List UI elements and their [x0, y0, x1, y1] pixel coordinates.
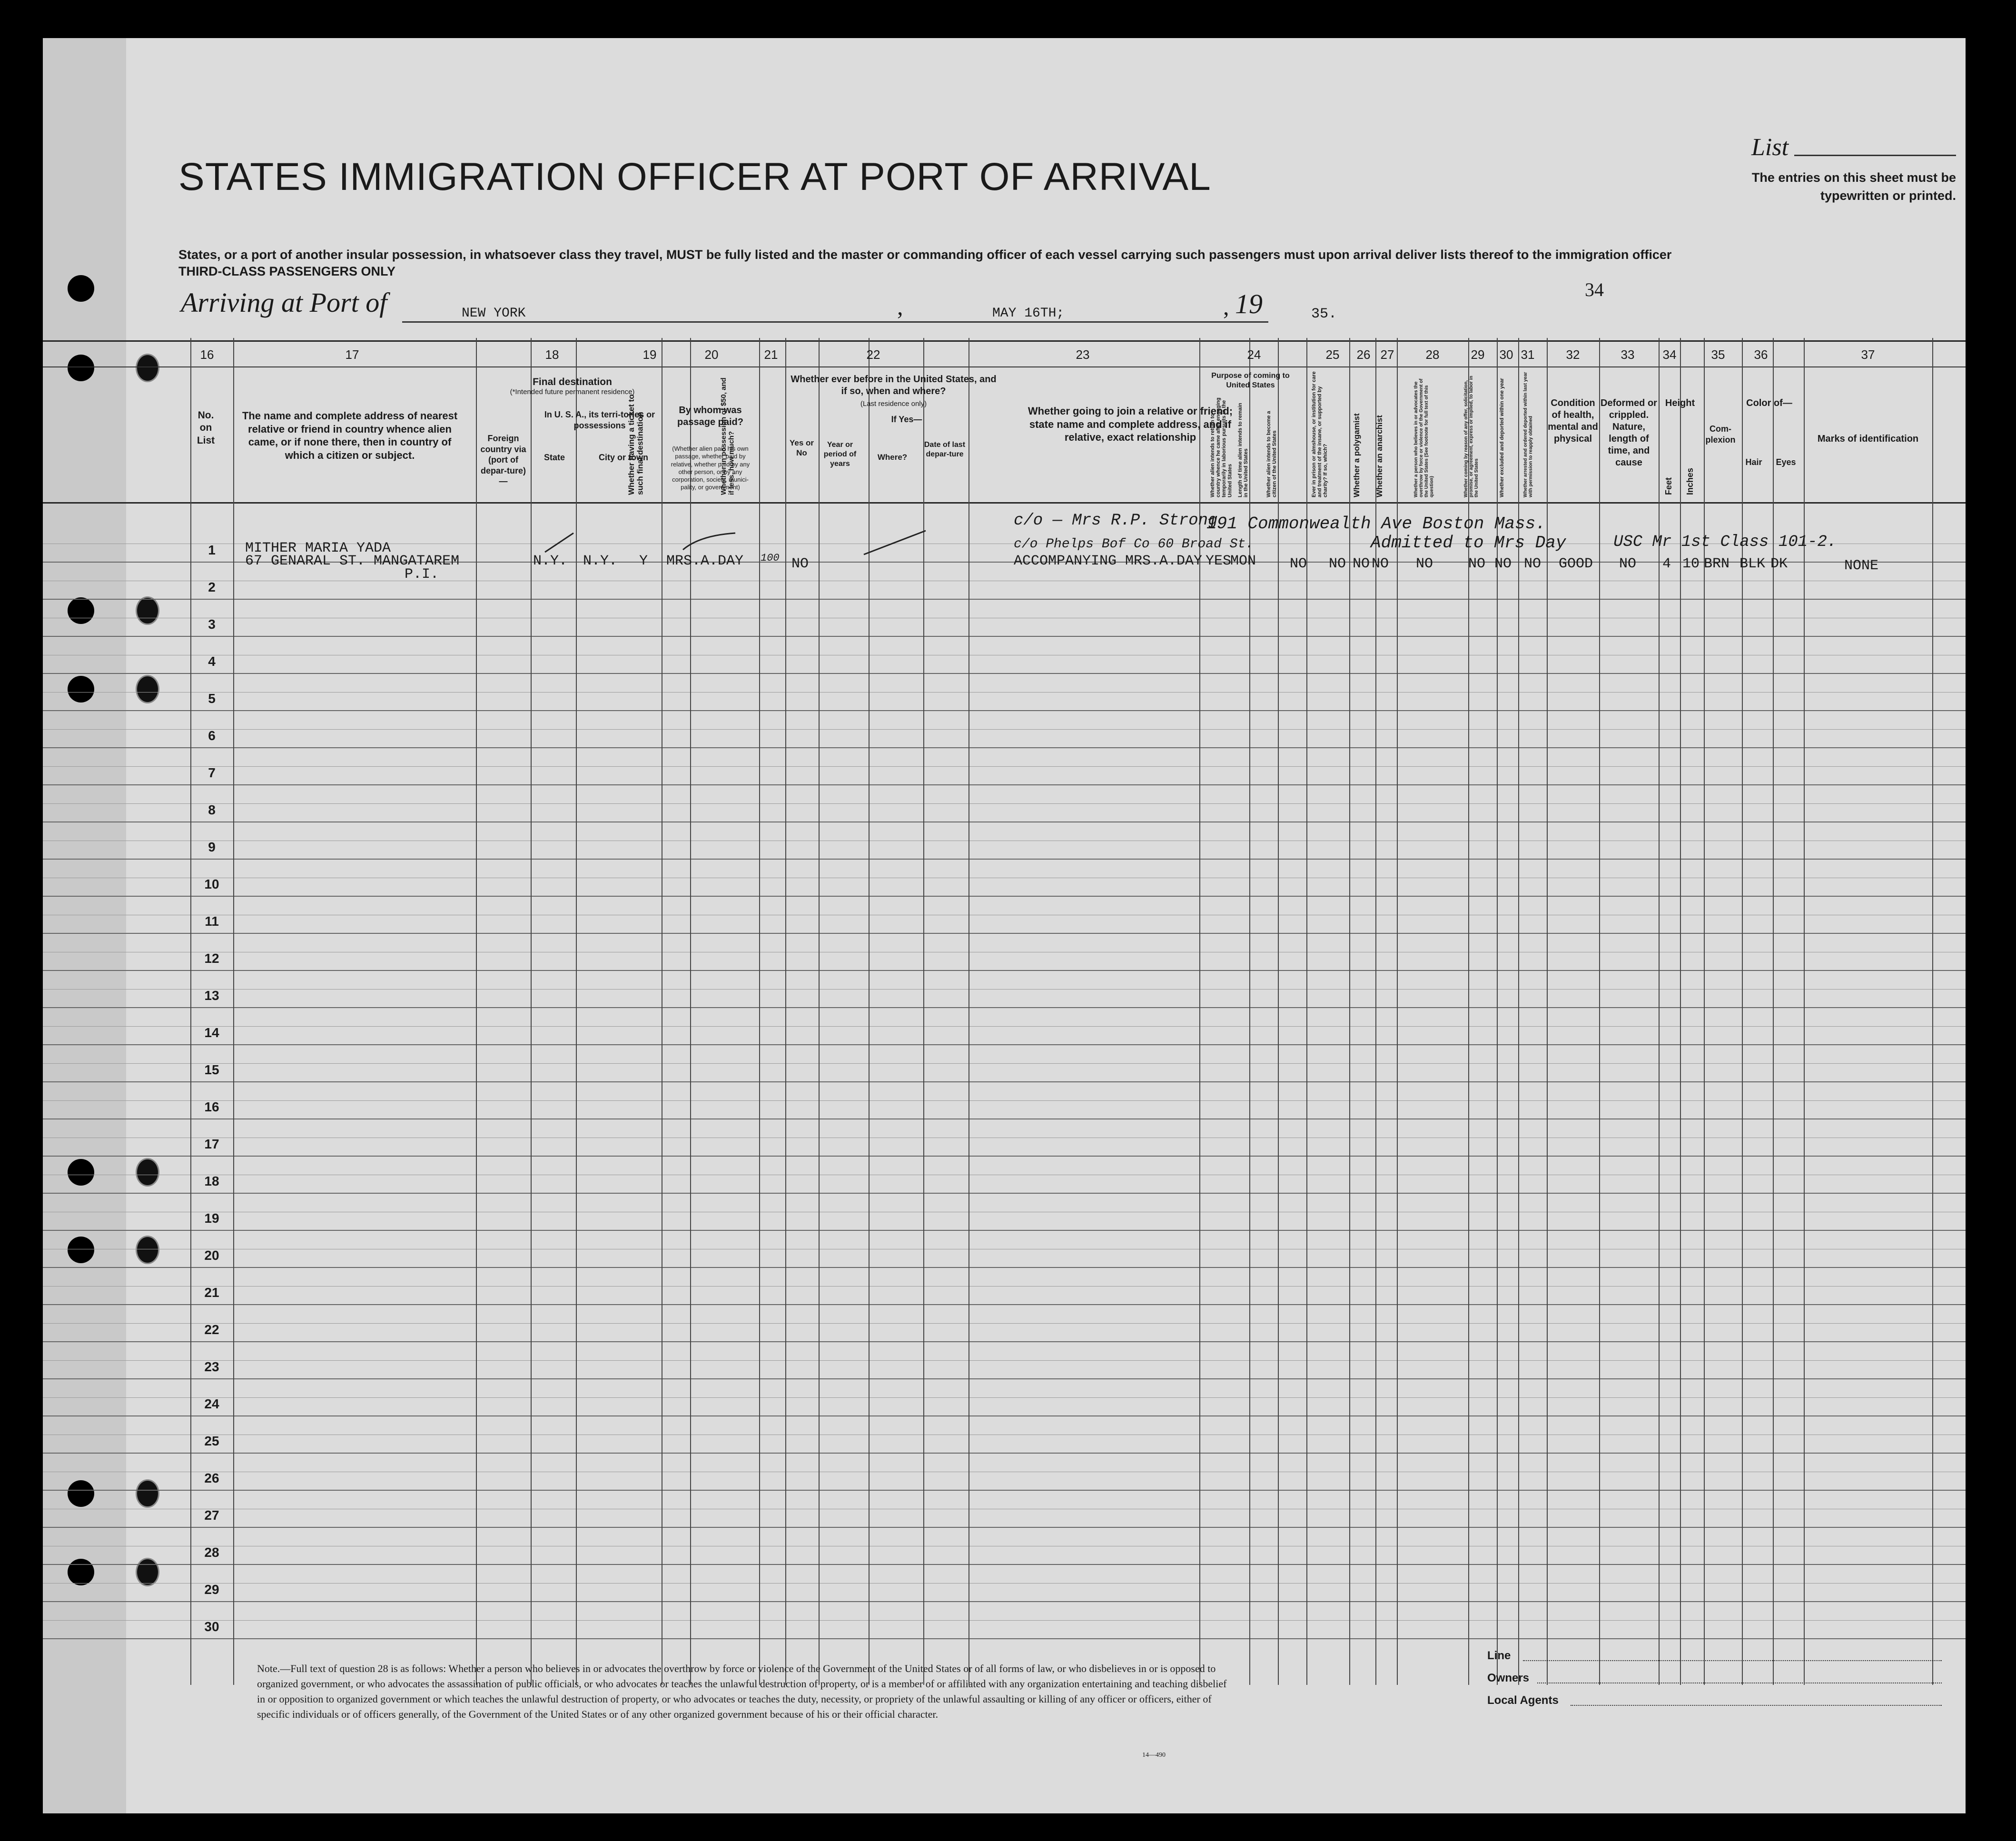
header-inches: Inches [1685, 467, 1695, 495]
column-divider [1349, 338, 1350, 1685]
entry-feet: 4 [1662, 556, 1671, 572]
row-subdivider [43, 1100, 1966, 1101]
manifest-table [43, 338, 1966, 1685]
entry-before: NO [791, 556, 809, 572]
row-number: 29 [204, 1582, 219, 1597]
header-city: City or town [599, 453, 648, 462]
list-line [1794, 155, 1956, 156]
row-number: 20 [204, 1248, 219, 1263]
header-where: Where? [877, 453, 908, 462]
entry-relative-line3: P.I. [405, 566, 439, 583]
entry-joining: ACCOMPANYING MRS.A.DAY [1014, 553, 1203, 569]
header-feet: Feet [1664, 477, 1673, 495]
page-number: 34 [1585, 279, 1604, 300]
entry-arrested: NO [1524, 556, 1542, 572]
handwriting-line-b: 191 Commonwealth Ave Boston Mass. [1206, 514, 1546, 534]
entry-inches: 10 [1682, 556, 1700, 572]
header-yes-no: Yes or No [789, 438, 814, 458]
row-number: 23 [204, 1359, 219, 1374]
row-divider [43, 747, 1966, 748]
row-divider [43, 1601, 1966, 1602]
row-number: 2 [208, 580, 216, 594]
row-divider [43, 933, 1966, 934]
entry-health: GOOD [1559, 556, 1593, 572]
row-divider [43, 1230, 1966, 1231]
column-number: 37 [1861, 347, 1875, 362]
agents-field [1571, 1705, 1942, 1706]
regulation-text: States, or a port of another insular possession, in whatsoever class they travel, MUST be fully listed and the master or commanding officer of each vessel carrying such passengers must upon arrival deliver lists thereof to the immigration officer [178, 247, 1672, 262]
header-if-yes: If Yes— [891, 415, 922, 424]
row-subdivider [43, 1026, 1966, 1027]
row-number: 12 [204, 951, 219, 966]
row-number: 7 [208, 765, 216, 780]
header-before-in-us: Whether ever before in the United States, and if so, when and where? [791, 374, 997, 396]
column-divider [190, 338, 191, 1685]
header-overthrow: Whether a person who believes in or advocates the overthrow by force or violence of the Government of the United States (See footnote for full text of this question) [1413, 378, 1434, 497]
year-suffix: 35. [1311, 306, 1337, 322]
entry-anarchist: NO [1372, 556, 1389, 572]
row-number: 19 [204, 1211, 219, 1226]
row-divider [43, 1564, 1966, 1565]
entry-purpose-a: YES [1206, 553, 1232, 569]
row-subdivider [43, 1397, 1966, 1398]
column-divider [476, 338, 477, 1685]
column-number: 33 [1621, 347, 1635, 362]
entry-money: 100 [761, 552, 780, 564]
row-divider [43, 1267, 1966, 1268]
row-number: 15 [204, 1062, 219, 1077]
row-number: 9 [208, 840, 216, 854]
column-divider [1278, 338, 1279, 1685]
row-divider [43, 1118, 1966, 1119]
column-divider [576, 338, 577, 1685]
row-subdivider [43, 1360, 1966, 1361]
handwritten-check [543, 531, 576, 554]
row-divider [43, 1156, 1966, 1157]
date-comma: , [1223, 293, 1229, 320]
header-marks: Marks of identification [1817, 434, 1919, 444]
header-fifty-dollars: Whether in possession of $50, and if less, how much? [720, 377, 736, 495]
header-deformed: Deformed or crippled. Nature, length of time, and cause [1601, 398, 1657, 468]
arriving-label: Arriving at Port of [181, 287, 387, 318]
header-before-note: (Last residence only) [860, 400, 927, 408]
row-number: 21 [204, 1285, 219, 1300]
entry-prison: NO [1329, 556, 1346, 572]
header-state: State [544, 453, 565, 462]
column-number: 32 [1566, 347, 1580, 362]
row-number: 10 [204, 877, 219, 891]
header-purpose-a: Whether alien intends to return to country whence he came after engaging temporarily in laborious pursuits in the United States [1210, 397, 1233, 497]
entry-polygamist: NO [1353, 556, 1370, 572]
row-number: 1 [208, 543, 216, 557]
row-subdivider [43, 1620, 1966, 1621]
header-ticket: Whether having a ticket to such final destination [627, 394, 645, 495]
header-no-on-list: No. on List [197, 410, 215, 446]
header-bottom-border [43, 502, 1966, 504]
column-number: 27 [1380, 347, 1394, 362]
column-number: 24 [1247, 347, 1261, 362]
row-divider [43, 636, 1966, 637]
header-offer: Whether coming by reason of any offer, solicitation, promise, or agreement, express or implied, to labor in the United States [1463, 376, 1479, 497]
header-eyes: Eyes [1776, 457, 1796, 467]
column-number: 28 [1425, 347, 1440, 362]
entry-offer: NO [1468, 556, 1486, 572]
row-number: 3 [208, 617, 216, 632]
row-number: 13 [204, 988, 219, 1003]
row-subdivider [43, 1583, 1966, 1584]
column-divider [1306, 338, 1307, 1685]
port-value: NEW YORK [462, 306, 526, 321]
row-divider [43, 1007, 1966, 1008]
column-number: 17 [345, 347, 359, 362]
entry-excluded: NO [1494, 556, 1512, 572]
header-relative-address: The name and complete address of nearest relative or friend in country whence alien came, or if none there, then in country of which a citizen or subject. [242, 410, 458, 461]
row-number: 17 [204, 1137, 219, 1151]
entry-city: N.Y. [583, 553, 618, 569]
column-divider [233, 338, 234, 1685]
row-number: 16 [204, 1099, 219, 1114]
header-purpose: Purpose of coming to United States [1211, 372, 1290, 389]
header-height: Height [1665, 398, 1695, 408]
row-number: 28 [204, 1545, 219, 1560]
handwritten-check [681, 531, 738, 554]
header-joining: Whether going to join a relative or friend; state name and complete address, and if relative, exact relationship [1028, 405, 1233, 443]
row-divider [43, 1193, 1966, 1194]
entry-overthrow: NO [1416, 556, 1433, 572]
page-title: STATES IMMIGRATION OFFICER AT PORT OF ARRIVAL [178, 155, 1211, 198]
column-divider [1932, 338, 1933, 1685]
entry-relative-line2: 67 GENARAL ST. MANGATAREM [245, 553, 460, 569]
entry-relative-line1: MITHER MARIA YADA [245, 540, 391, 556]
row-subdivider [43, 766, 1966, 767]
entry-passage: MRS.A.DAY [666, 553, 744, 569]
header-passage-paid: By whom was passage paid? [677, 405, 743, 427]
column-number: 30 [1499, 347, 1513, 362]
header-purpose-b: Length of time alien intends to remain in the United States [1237, 403, 1249, 497]
line-label: Line [1487, 1649, 1511, 1662]
row-divider [43, 1304, 1966, 1305]
header-prison: Ever in prison or almshouse, or institution for care and treatment of the insane, or supported by charity? If so, which? [1311, 371, 1329, 497]
column-number: 19 [642, 347, 657, 362]
row-divider [43, 599, 1966, 600]
footnote: Note.—Full text of question 28 is as follows: Whether a person who believes in or advocates the overthrow by force or violence of the Government of the United States or of all forms of law, or who disbelieves in or is opposed to organized government, or who advocates the assassination of public officials, or who advocates or teaches the unlawful destruction of property, or is a member of or affiliated with any organization entertaining and teaching disbelief in or opposition to organized government or which teaches the unlawful destruction of property, or who advocates or teaches the duty, necessity, or propriety of the unlawful assaulting or killing of any officer or officers, either of specific individuals or of officers generally, of the Government of the United States or of any other organized government because of his or their official character. [257, 1663, 1227, 1720]
column-number: 20 [704, 347, 719, 362]
header-anarchist: Whether an anarchist [1375, 415, 1384, 497]
row-subdivider [43, 803, 1966, 804]
row-divider [43, 1341, 1966, 1342]
row-number: 6 [208, 728, 216, 743]
row-number: 14 [204, 1025, 219, 1040]
row-number: 25 [204, 1434, 219, 1448]
row-divider [43, 859, 1966, 860]
header-date-departure: Date of last depar-ture [924, 441, 966, 458]
year-prefix: 19 [1235, 288, 1263, 319]
row-number: 24 [204, 1396, 219, 1411]
row-number: 26 [204, 1471, 219, 1485]
entry-ticket: Y [639, 553, 648, 569]
table-top-border [43, 340, 1966, 342]
owners-label: Owners [1487, 1672, 1530, 1684]
agents-label: Local Agents [1487, 1694, 1559, 1707]
line-field [1523, 1660, 1942, 1661]
row-number: 11 [205, 914, 219, 929]
row-subdivider [43, 1063, 1966, 1064]
entry-purpose-c: NO [1290, 556, 1307, 572]
header-health: Condition of health, mental and physical [1548, 398, 1598, 444]
column-divider [531, 338, 532, 1685]
column-number: 34 [1662, 347, 1677, 362]
row-divider [43, 784, 1966, 785]
entry-purpose-b: MON [1230, 553, 1256, 569]
row-divider [43, 1527, 1966, 1528]
entry-state: N.Y. [533, 553, 568, 569]
row-number: 8 [208, 802, 216, 817]
column-number: 25 [1325, 347, 1340, 362]
column-divider [1599, 338, 1600, 1685]
column-number: 35 [1711, 347, 1725, 362]
column-number: 36 [1754, 347, 1768, 362]
header-foreign-country: Foreign country via (port of depar-ture)— [480, 434, 526, 486]
column-number: 18 [545, 347, 559, 362]
port-comma: , [897, 293, 903, 320]
row-divider [43, 1638, 1966, 1639]
header-in-usa: In U. S. A., its terri-tories or possessions [544, 410, 655, 430]
row-subdivider [43, 989, 1966, 990]
header-year-period: Year or period of years [823, 441, 857, 468]
handwriting-line-c: c/o Phelps Bof Co 60 Broad St. [1014, 537, 1254, 552]
header-passage-note: (Whether alien paid his own passage, whether paid by relative, whether paid by any other person, or by any corporation, society, munici-pality, or government) [671, 445, 750, 491]
list-note: The entries on this sheet must be typewritten or printed. [1751, 170, 1956, 203]
class-text: THIRD-CLASS PASSENGERS ONLY [178, 264, 396, 278]
header-complexion: Com-plexion [1705, 424, 1736, 445]
row-number: 5 [208, 691, 216, 706]
row-subdivider [43, 1323, 1966, 1324]
manifest-page [43, 38, 1966, 1813]
form-number: 14—490 [1142, 1752, 1166, 1759]
column-number: 16 [200, 347, 214, 362]
row-divider [43, 970, 1966, 971]
row-number: 4 [208, 654, 216, 669]
row-subdivider [43, 1286, 1966, 1287]
column-number-border [43, 366, 1966, 367]
column-number: 23 [1076, 347, 1090, 362]
row-divider [43, 1415, 1966, 1416]
entry-marks: NONE [1844, 558, 1879, 574]
handwriting-line-a: c/o — Mrs R.P. Strong [1014, 512, 1218, 530]
column-divider [968, 338, 969, 1685]
header-purpose-c: Whether alien intends to become a citizen of the United States [1266, 411, 1278, 497]
row-divider [43, 1044, 1966, 1045]
entry-eyes: DK [1770, 556, 1788, 572]
entry-hair: BLK [1739, 556, 1766, 572]
header-excluded: Whether excluded and deported within one year [1499, 378, 1505, 497]
binder-hole [68, 275, 94, 302]
header-color-of: Color of— [1746, 398, 1792, 408]
date-line [921, 295, 1268, 323]
handwriting-line-e: USC Mr 1st Class 101-2. [1613, 533, 1837, 551]
entry-complexion: BRN [1704, 556, 1730, 572]
column-divider [785, 338, 786, 1685]
row-number: 18 [204, 1174, 219, 1188]
row-number: 22 [204, 1322, 219, 1337]
header-final-destination: Final destination [533, 376, 612, 387]
row-divider [43, 1453, 1966, 1454]
row-number: 27 [204, 1508, 219, 1523]
column-number: 26 [1356, 347, 1371, 362]
column-number: 29 [1471, 347, 1485, 362]
header-arrested: Whether arrested and ordered deported within last year with permission to reapply obtained [1523, 372, 1533, 497]
list-label: List [1751, 134, 1789, 161]
row-subdivider [43, 692, 1966, 693]
column-number: 31 [1521, 347, 1535, 362]
row-divider [43, 1490, 1966, 1491]
column-number: 22 [866, 347, 880, 362]
entry-deformed: NO [1619, 556, 1637, 572]
header-final-destination-note: (*Intended future permanent residence) [510, 388, 635, 396]
header-polygamist: Whether a polygamist [1352, 413, 1361, 497]
column-divider [759, 338, 760, 1685]
row-divider [43, 1378, 1966, 1379]
handwritten-dash [861, 528, 928, 557]
row-number: 30 [204, 1619, 219, 1634]
date-value: MAY 16TH; [992, 306, 1065, 321]
row-divider [43, 710, 1966, 711]
header-hair: Hair [1745, 457, 1762, 467]
row-divider [43, 896, 1966, 897]
column-number: 21 [764, 347, 778, 362]
column-divider [819, 338, 820, 1685]
handwriting-line-d: Admitted to Mrs Day [1371, 533, 1566, 553]
row-divider [43, 1081, 1966, 1082]
row-subdivider [43, 729, 1966, 730]
row-divider [43, 673, 1966, 674]
